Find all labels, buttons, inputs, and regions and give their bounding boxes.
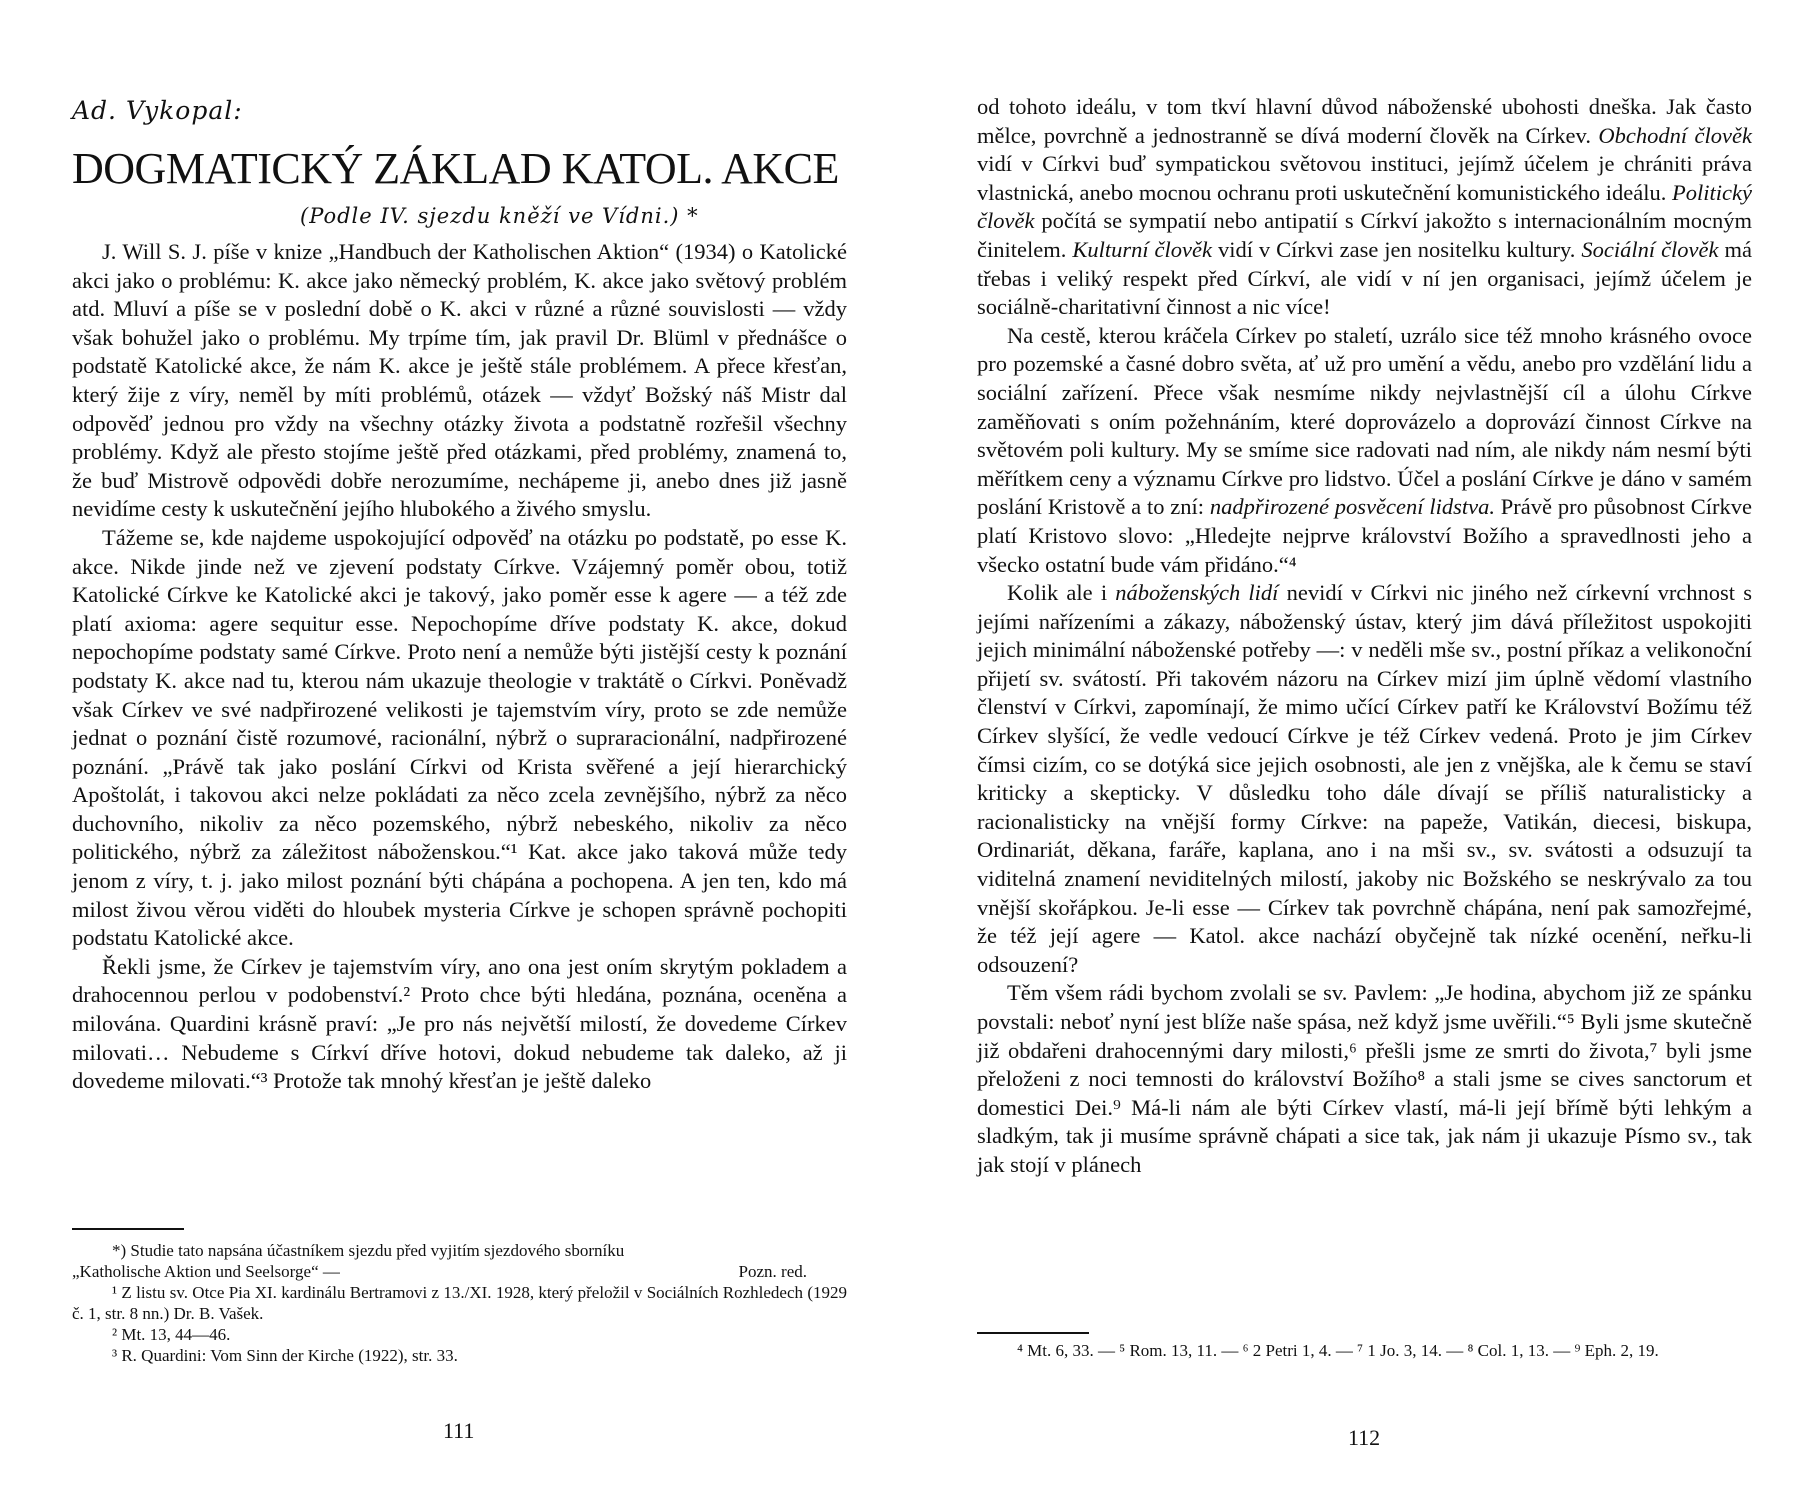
footnote-star: *) Studie tato napsána účastníkem sjezdu před vyjitím sjezdového sborníku	[112, 1241, 625, 1260]
footnote-star-row	[72, 1261, 847, 1282]
emphasis: Kulturní člověk	[1072, 236, 1212, 262]
emphasis: Sociální člověk	[1581, 236, 1719, 262]
right-page	[905, 0, 1810, 1500]
left-body-text	[72, 238, 847, 1096]
emphasis: náboženských lidí	[1115, 580, 1279, 606]
footnote-star-continuation: „Katholische Aktion und Seelsorge“ —	[72, 1262, 340, 1281]
paragraph: Na cestě, kterou kráčela Církev po staletí, uzrálo sice též mnoho krásného ovoce pro pozemské a časné dobro světa, ať už pro umění a vědu, anebo pro vzdělání lidu a sociální zařízení. Přece však nesmíme nikdy nejvlastnější cíl a úlohu Církve zaměňovati s oním požehnáním, které doprovázelo a doprovází činnost Církve na světovém poli kultury. My se smíme sice radovati nad ním, ale nikdy nám nesmí býti měřítkem ceny a významu Církve pro lidstvo. Účel a poslání Církve je dáno v samém poslání Kristově a to zní: nadpřirozené posvěcení lidstva. Právě pro působnost Církve platí Kristovo slovo: „Hledejte nejprve království Božího a spravedlnosti jeho a všecko ostatní bude vám přidáno.“⁴	[977, 322, 1752, 577]
paragraph: Těm všem rádi bychom zvolali se sv. Pavlem: „Je hodina, abychom již ze spánku povstali: neboť nyní jest blíže naše spása, než když jsme uvěřili.“⁵ Byli jsme skutečně již obdařeni drahocennými dary milosti,⁶ přešli jsme ze smrti do života,⁷ byli jsme přeloženi z noci temnosti do království Božího⁸ a stali jsme se cives sanctorum et domestici Dei.⁹ Má-li nám ale býti Církev vlastí, má-li její břímě býti lehkým a sladkým, tak ji musíme správně chápati a sice tak, jak nám ji ukazuje Písmo sv., tak jak stojí v plánech	[977, 980, 1752, 1177]
page-number: 111	[443, 1418, 475, 1443]
paragraph: J. Will S. J. píše v knize „Handbuch der Katholischen Aktion“ (1934) o Katolické akci jako o problému: K. akce jako německý problém, K. akce jako světový problém atd. Mluví a píše se v poslední době o K. akci v různé a různé souvislosti — vždy však bohužel jako o problému. My trpíme tím, jak pravil Dr. Blüml v přednášce o podstatě Katolické akce, že nám K. akce je ještě stále problémem. A přece křesťan, který žije z víry, neměl by míti problémů, otázek — vždyť Božský náš Mistr dal odpověď jednou pro vždy na všechny otázky života a podstatně rozřešil všechny problémy. Když ale přesto stojíme ještě před otázkami, před problémy, znamená to, že buď Mistrově odpovědi dobře nerozumíme, nechápeme ji, anebo dnes již jasně nevidíme cesty k uskutečnění jejího hlubokého a živého smyslu.	[72, 239, 847, 522]
footnote-2: ² Mt. 13, 44—46.	[112, 1325, 231, 1344]
editor-signature: Pozn. red.	[738, 1262, 807, 1281]
footnotes-line: ⁴ Mt. 6, 33. — ⁵ Rom. 13, 11. — ⁶ 2 Petri 1, 4. — ⁷ 1 Jo. 3, 14. — ⁸ Col. 1, 13. — ⁹ Eph. 2, 19.	[1017, 1341, 1659, 1360]
article-subtitle: (Podle IV. sjezdu kněží ve Vídni.) *	[300, 204, 699, 228]
paragraph: od tohoto ideálu, v tom tkví hlavní důvod náboženské ubohosti dneška. Jak často mělce, povrchně a jednostranně se dívá moderní člověk na Církev. Obchodní člověk vidí v Církvi buď sympatickou světovou instituci, jejímž účelem je chrániti práva vlastnická, anebo mocnou ochranu proti uskutečnění komunistického ideálu. Politický člověk počítá se sympatií nebo antipatií s Církví jakožto s internacionálním mocným činitelem. Kulturní člověk vidí v Církvi zase jen nositelku kultury. Sociální člověk má třebas i veliký respekt před Církví, ale vidí v ní jen organisaci, jejímž účelem je sociálně-charitativní činnost a nic více!	[977, 94, 1753, 320]
emphasis: nadpřirozené posvěcení lidstva.	[1209, 494, 1495, 520]
article-title: DOGMATICKÝ ZÁKLAD KATOL. AKCE	[72, 144, 839, 193]
footnote-divider	[72, 1228, 184, 1230]
paragraph: Tážeme se, kde najdeme uspokojující odpověď na otázku po podstatě, po esse K. akce. Nikde jinde než ve zjevení podstaty Církve. Vzájemný poměr obou, totiž Katolické Církve ke Katolické akci je takový, jako poměr esse k agere — a též zde platí axioma: agere sequitur esse. Nepochopíme dříve podstaty K. akce, dokud nepochopíme podstaty samé Církve. Proto není a nemůže býti jistější cesty k poznání podstaty K. akce nad tu, kterou nám ukazuje theologie v traktátě o Církvi. Poněvadž však Církev ve své nadpřirozené velikosti je tajemstvím víry, proto se zde nemůže jednat o poznání čistě rozumové, racionální, nýbrž o supraracionální, nadpřirozené poznání. „Právě tak jako poslání Církvi od Krista svěřené a její hierarchický Apoštolát, i takovou akci nelze pokládati za něco zcela zevnějšího, nýbrž za něco duchovního, nikoliv za něco pozemského, nýbrž nebeského, nikoliv za něco politického, nýbrž za záležitost náboženskou.“¹ Kat. akce jako taková může tedy jenom z víry, t. j. jako milost poznání býti chápána a pochopena. A jen ten, kdo má milost živou věrou viděti do hloubek mysteria Církve je schopen správně pochopiti podstatu Katolické akce.	[72, 524, 847, 951]
right-footnotes	[977, 1340, 1752, 1361]
footnote-divider	[977, 1332, 1089, 1334]
footnote-1: ¹ Z listu sv. Otce Pia XI. kardinálu Bertramovi z 13./XI. 1928, který přeložil v Sociálních Rozhledech (1929 č. 1, str. 8 nn.) Dr. B. Vašek.	[72, 1283, 847, 1323]
page-number: 112	[1348, 1425, 1381, 1450]
emphasis: Obchodní člověk	[1598, 122, 1753, 148]
emphasis: Politický člověk	[977, 179, 1752, 234]
left-footnotes	[72, 1240, 847, 1366]
right-body-text	[977, 93, 1752, 1180]
paragraph: Řekli jsme, že Církev je tajemstvím víry, ano ona jest oním skrytým pokladem a drahocennou perlou v podobenství.² Proto chce býti hledána, poznána, oceněna a milována. Quardini krásně praví: „Je pro nás největší milostí, že dovedeme Církev milovati… Nebudeme s Církví dříve hotovi, dokud nebudeme tak daleko, až ji dovedeme milovati.“³ Protože tak mnohý křesťan je ještě daleko	[72, 953, 847, 1094]
footnote-3: ³ R. Quardini: Vom Sinn der Kirche (1922), str. 33.	[112, 1346, 458, 1365]
paragraph: Kolik ale i náboženských lidí nevidí v Církvi nic jiného než církevní vrchnost s jejími nařízeními a zákazy, náboženský ústav, který jim dává příležitost uspokojiti jejich minimální náboženské potřeby —: v neděli mše sv., postní příkaz a velikonoční přijetí sv. svátostí. Při takovém názoru na Církev mizí jim úplně vědomí vlastního členství v Církvi, zapomínají, že mimo učící Církev patří ke Království Božímu též Církev slyšící, že vedle vedoucí Církve je též Církev vedená. Proto je jim Církev čímsi cizím, co se dotýká sice jejich osobnosti, ale jen z vnějška, ale k čemu se staví kriticky a skepticky. V důsledku toho dále dívají se příliš naturalisticky a racionalisticky na vnější formy Církve: na papeže, Vatikán, diecesi, biskupa, Ordinariát, děkana, faráře, kaplana, ano i na mši sv., sv. svátosti a odsuzují ta viditelná znamení neviditelných milostí, jakoby nic Božského se neskrývalo za tou vnější skořápkou. Je-li esse — Církev tak povrchně chápána, není pak samozřejmé, že též její agere — Katol. akce nachází obyčejně tak nízké ocenění, neřku-li odsouzení?	[977, 580, 1752, 977]
author-name: Ad. Vykopal:	[72, 96, 243, 125]
